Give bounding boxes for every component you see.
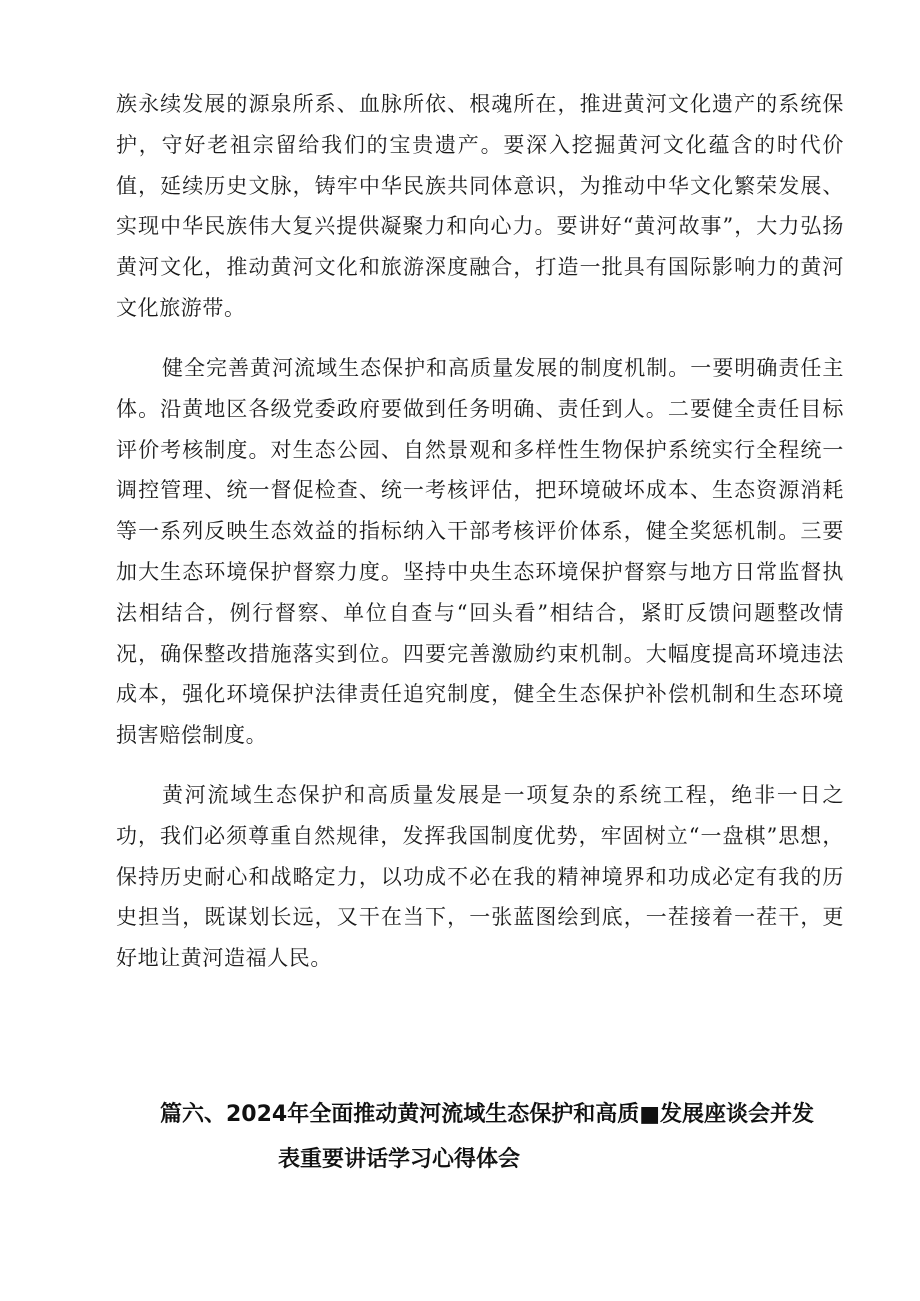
section-heading [160, 1092, 850, 1182]
paragraph-conclusion: 黄河流域生态保护和高质量发展是一项复杂的系统工程，绝非一日之功，我们必须尊重自然规律，发挥我国制度优势，牢固树立“一盘棋”思想，保持历史耐心和战略定力，以功成不必在我的精神境界和功成必定有我的历史担当，既谋划长远，又干在当下，一张蓝图绘到底，一茬接着一茬干，更好地让黄河造福人民。 [116, 783, 844, 971]
section-heading-line1: 篇六、2024年全面推动黄河流域生态保护和高质■发展座谈会并发 [160, 1102, 815, 1127]
paragraph-culture: 族永续发展的源泉所系、血脉所依、根魂所在，推进黄河文化遗产的系统保护，守好老祖宗留给我们的宝贵遗产。要深入挖掘黄河文化蕴含的时代价值，延续历史文脉，铸牢中华民族共同体意识，为推动中华文化繁荣发展、实现中华民族伟大复兴提供凝聚力和向心力。要讲好“黄河故事”，大力弘扬黄河文化，推动黄河文化和旅游深度融合，打造一批具有国际影响力的黄河文化旅游带。 [116, 92, 844, 320]
section-heading-line2: 表重要讲话学习心得体会 [278, 1147, 521, 1172]
paragraph-mechanism: 健全完善黄河流域生态保护和高质量发展的制度机制。一要明确责任主体。沿黄地区各级党委政府要做到任务明确、责任到人。二要健全责任目标评价考核制度。对生态公园、自然景观和多样性生物保护系统实行全程统一调控管理、统一督促检查、统一考核评估，把环境破坏成本、生态资源消耗等一系列反映生态效益的指标纳入干部考核评价体系，健全奖惩机制。三要加大生态环境保护督察力度。坚持中央生态环境保护督察与地方日常监督执法相结合，例行督察、单位自查与“回头看”相结合，紧盯反馈问题整改情况，确保整改措施落实到位。四要完善激励约束机制。大幅度提高环境违法成本，强化环境保护法律责任追究制度，健全生态保护补偿机制和生态环境损害赔偿制度。 [116, 356, 844, 748]
